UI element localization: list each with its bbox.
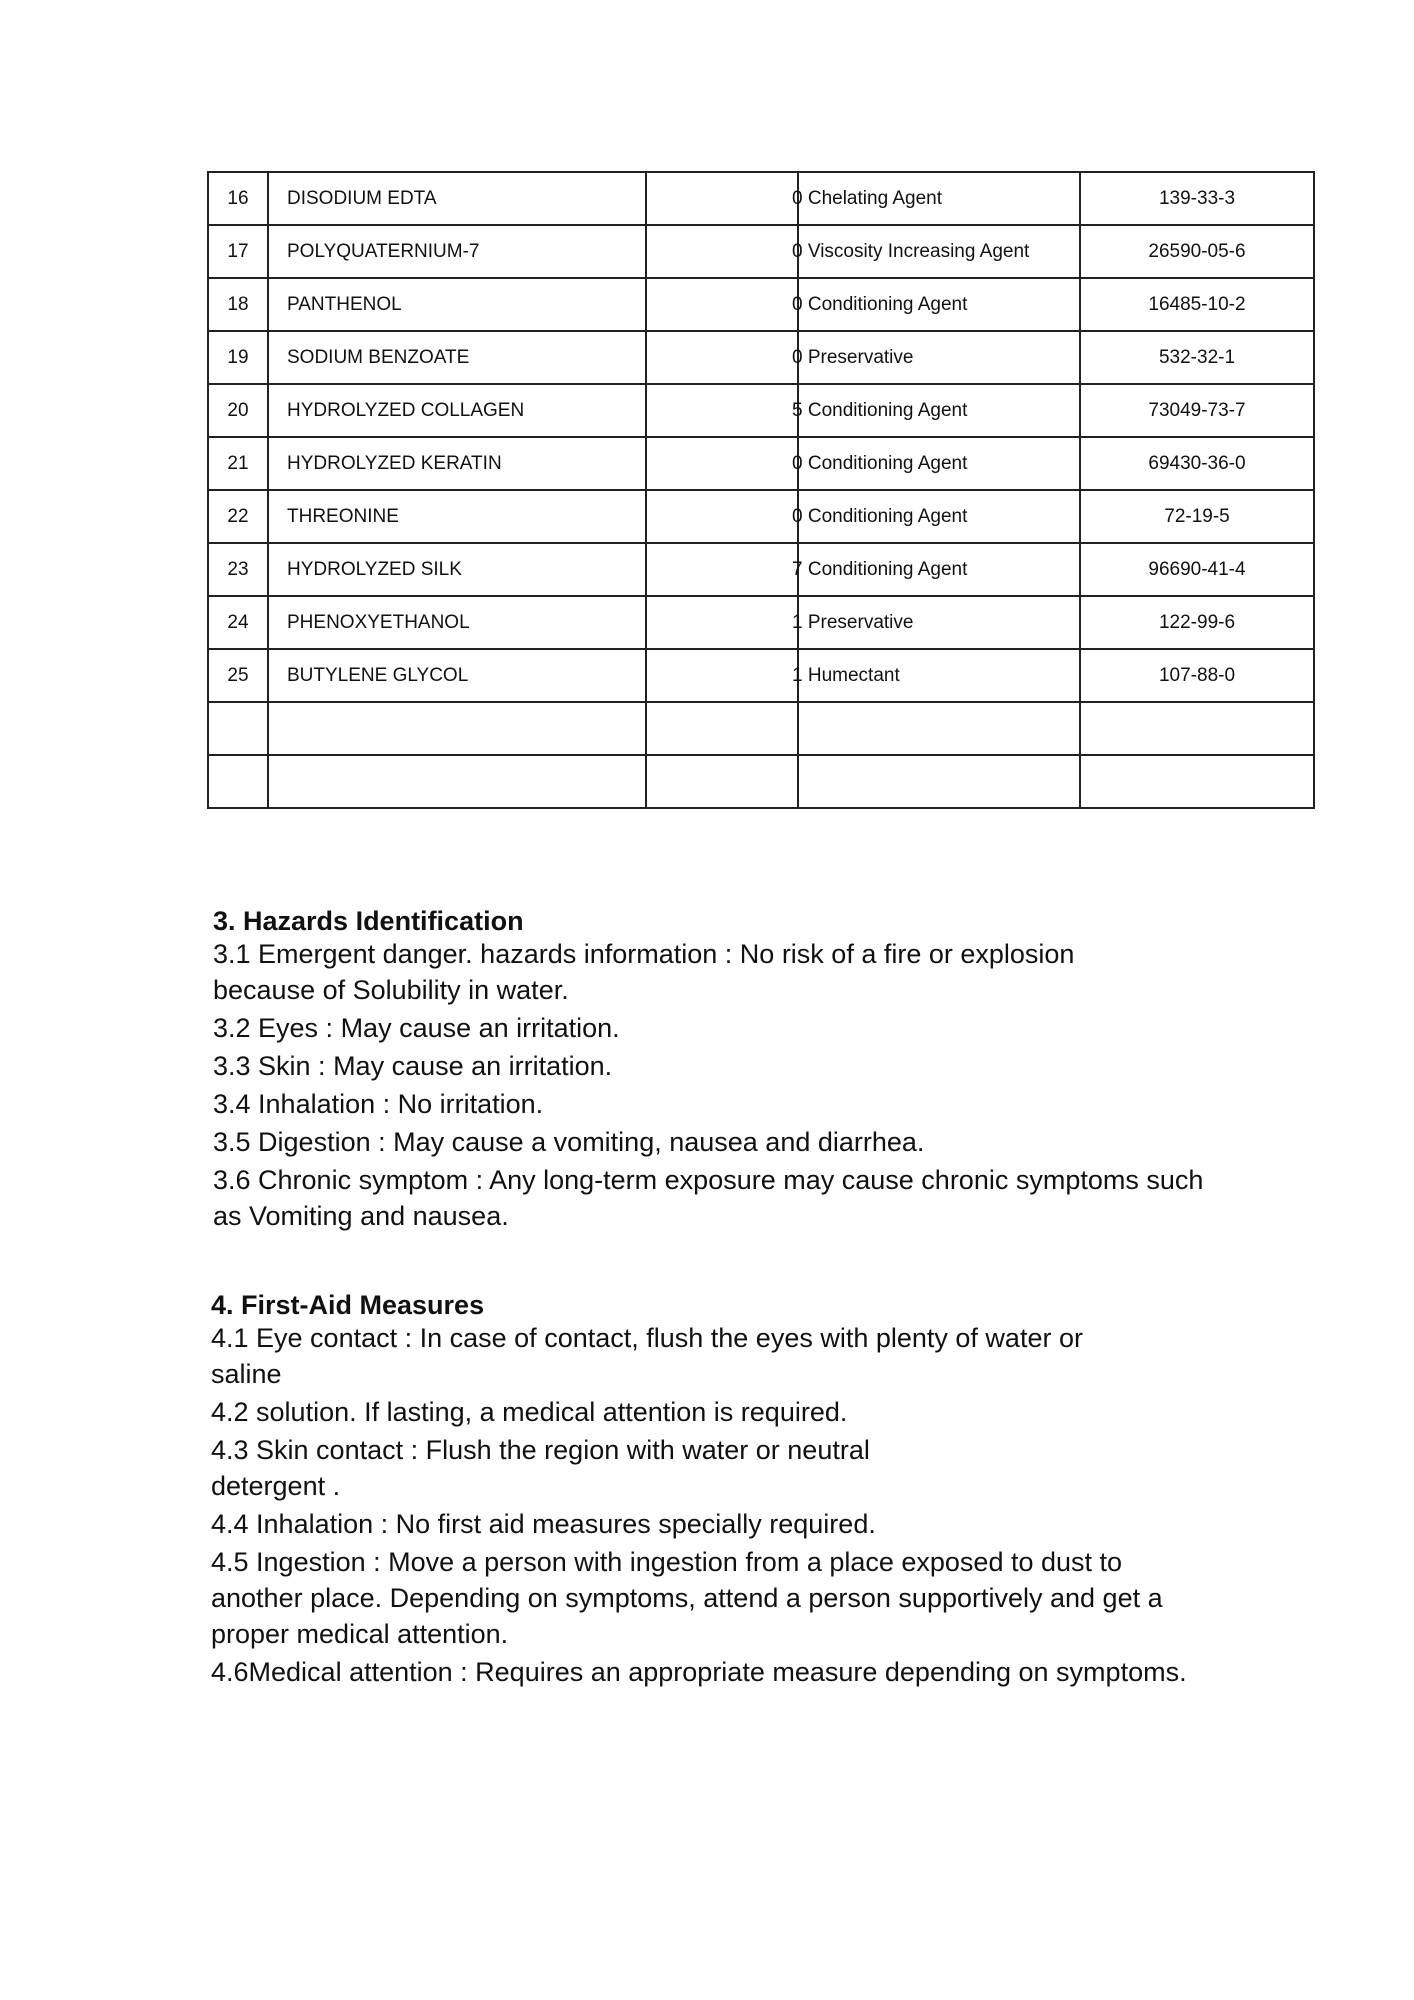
ingredient-content: [646, 755, 798, 808]
hazards-section: [213, 906, 1263, 1236]
ingredient-content: [646, 702, 798, 755]
ingredient-content: [646, 543, 798, 596]
ingredient-function: Humectant: [807, 664, 900, 686]
ingredient-cas-number: 69430-36-0: [1080, 437, 1314, 490]
ingredient-function: Conditioning Agent: [807, 293, 968, 315]
ingredient-content: [646, 596, 798, 649]
ingredient-function: Conditioning Agent: [807, 505, 968, 527]
ingredient-function-cell: [792, 278, 1080, 331]
hazards-item: 3.4 Inhalation : No irritation.: [213, 1089, 544, 1119]
ingredient-content: [646, 490, 798, 543]
ingredient-function-text: [792, 400, 967, 422]
ingredient-function: Conditioning Agent: [807, 399, 968, 421]
ingredient-function-text: [792, 453, 967, 475]
ingredient-name: DISODIUM EDTA: [268, 172, 646, 225]
ingredient-name: SODIUM BENZOATE: [268, 331, 646, 384]
ingredient-number: 17: [208, 225, 268, 278]
ingredient-name: PANTHENOL: [268, 278, 646, 331]
ingredients-table: [207, 171, 1315, 809]
ingredient-function-lead: 7: [792, 558, 803, 580]
ingredient-content: [646, 331, 798, 384]
ingredient-content: [646, 649, 798, 702]
ingredient-cas-number: 72-19-5: [1080, 490, 1314, 543]
ingredient-function: Conditioning Agent: [807, 452, 968, 474]
ingredient-cas-number: 16485-10-2: [1080, 278, 1314, 331]
ingredient-number: 22: [208, 490, 268, 543]
ingredient-number: 25: [208, 649, 268, 702]
ingredient-row: [208, 755, 1314, 808]
ingredient-function: Viscosity Increasing Agent: [807, 240, 1030, 262]
ingredient-cas-number: 532-32-1: [1080, 331, 1314, 384]
ingredient-function-lead: 1: [792, 611, 803, 633]
ingredient-function-cell: [792, 225, 1080, 278]
ingredient-name: [268, 755, 646, 808]
ingredient-row: [208, 172, 1314, 225]
ingredient-cas-number: 122-99-6: [1080, 596, 1314, 649]
ingredient-content: [646, 437, 798, 490]
ingredient-content: [646, 172, 798, 225]
ingredient-row: [208, 543, 1314, 596]
ingredient-number: 18: [208, 278, 268, 331]
ingredient-number: 23: [208, 543, 268, 596]
ingredient-name: [268, 702, 646, 755]
first-aid-title: 4. First-Aid Measures: [211, 1290, 485, 1320]
ingredient-function-text: [792, 347, 913, 369]
ingredient-number: [208, 755, 268, 808]
ingredient-name: HYDROLYZED KERATIN: [268, 437, 646, 490]
ingredient-function-text: [792, 294, 967, 316]
ingredient-function: Conditioning Agent: [807, 558, 968, 580]
ingredient-content: [646, 225, 798, 278]
ingredient-function-cell: [798, 755, 1080, 808]
ingredient-function-lead: 5: [792, 399, 803, 421]
ingredient-cas-number: 139-33-3: [1080, 172, 1314, 225]
ingredient-number: 20: [208, 384, 268, 437]
ingredient-row: [208, 225, 1314, 278]
first-aid-item: 4.2 solution. If lasting, a medical attention is required.: [211, 1397, 848, 1427]
ingredient-function: Preservative: [807, 346, 914, 368]
ingredient-cas-number: 96690-41-4: [1080, 543, 1314, 596]
ingredient-name: HYDROLYZED COLLAGEN: [268, 384, 646, 437]
ingredient-function-lead: 0: [792, 187, 803, 209]
hazards-item: 3.6 Chronic symptom : Any long-term exposure may cause chronic symptoms such as Vomiting and nausea.: [213, 1165, 1204, 1231]
ingredient-name: HYDROLYZED SILK: [268, 543, 646, 596]
ingredient-function-cell: [792, 384, 1080, 437]
ingredient-number: 24: [208, 596, 268, 649]
ingredient-function-lead: 0: [792, 452, 803, 474]
ingredient-function-cell: [792, 331, 1080, 384]
ingredient-number: 19: [208, 331, 268, 384]
ingredient-cas-number: 73049-73-7: [1080, 384, 1314, 437]
ingredient-function: Preservative: [807, 611, 914, 633]
ingredients-table-body: [208, 172, 1314, 808]
hazards-title: 3. Hazards Identification: [213, 906, 524, 936]
hazards-item: 3.3 Skin : May cause an irritation.: [213, 1051, 613, 1081]
ingredient-function-text: [792, 612, 913, 634]
ingredient-number: 16: [208, 172, 268, 225]
first-aid-section: [211, 1290, 1261, 1692]
ingredient-row: [208, 596, 1314, 649]
ingredient-function-cell: [792, 490, 1080, 543]
first-aid-item: 4.3 Skin contact : Flush the region with water or neutral detergent .: [211, 1435, 870, 1501]
ingredient-cas-number: 107-88-0: [1080, 649, 1314, 702]
hazards-item: 3.1 Emergent danger. hazards information : No risk of a fire or explosion because of Solubility in water.: [213, 939, 1075, 1005]
ingredient-function-lead: 0: [792, 293, 803, 315]
ingredient-function-text: [792, 559, 967, 581]
ingredient-name: BUTYLENE GLYCOL: [268, 649, 646, 702]
ingredient-function-text: [792, 506, 967, 528]
ingredient-content: [646, 278, 798, 331]
ingredient-row: [208, 437, 1314, 490]
ingredient-function-cell: [792, 543, 1080, 596]
ingredient-content: [646, 384, 798, 437]
ingredient-cas-number: [1080, 755, 1314, 808]
hazards-item: 3.2 Eyes : May cause an irritation.: [213, 1013, 620, 1043]
first-aid-item: 4.6Medical attention : Requires an appropriate measure depending on symptoms.: [211, 1657, 1187, 1687]
ingredient-function-text: [792, 241, 1029, 263]
ingredient-function-text: [792, 188, 942, 210]
ingredient-number: 21: [208, 437, 268, 490]
ingredient-name: POLYQUATERNIUM-7: [268, 225, 646, 278]
ingredient-function-lead: 0: [792, 240, 803, 262]
first-aid-item: 4.5 Ingestion : Move a person with ingestion from a place exposed to dust to another place. Depending on symptoms, attend a person supportively and get a proper medical attention.: [211, 1547, 1163, 1649]
ingredient-row: [208, 490, 1314, 543]
ingredient-function-cell: [792, 596, 1080, 649]
ingredient-row: [208, 384, 1314, 437]
ingredient-row: [208, 278, 1314, 331]
ingredient-row: [208, 331, 1314, 384]
ingredient-function-text: [792, 665, 900, 687]
ingredient-row: [208, 702, 1314, 755]
ingredient-function-cell: [792, 649, 1080, 702]
ingredient-name: PHENOXYETHANOL: [268, 596, 646, 649]
ingredient-function-lead: 0: [792, 346, 803, 368]
ingredient-function-cell: [792, 437, 1080, 490]
ingredient-function-lead: 1: [792, 664, 803, 686]
ingredient-number: [208, 702, 268, 755]
hazards-item: 3.5 Digestion : May cause a vomiting, nausea and diarrhea.: [213, 1127, 925, 1157]
ingredient-cas-number: [1080, 702, 1314, 755]
ingredient-function-cell: [798, 702, 1080, 755]
ingredient-cas-number: 26590-05-6: [1080, 225, 1314, 278]
first-aid-item: 4.1 Eye contact : In case of contact, flush the eyes with plenty of water or saline: [211, 1323, 1083, 1389]
ingredient-function: Chelating Agent: [807, 187, 943, 209]
ingredient-function-cell: [792, 172, 1080, 225]
ingredient-row: [208, 649, 1314, 702]
ingredient-function-lead: 0: [792, 505, 803, 527]
first-aid-item: 4.4 Inhalation : No first aid measures specially required.: [211, 1509, 876, 1539]
ingredient-name: THREONINE: [268, 490, 646, 543]
